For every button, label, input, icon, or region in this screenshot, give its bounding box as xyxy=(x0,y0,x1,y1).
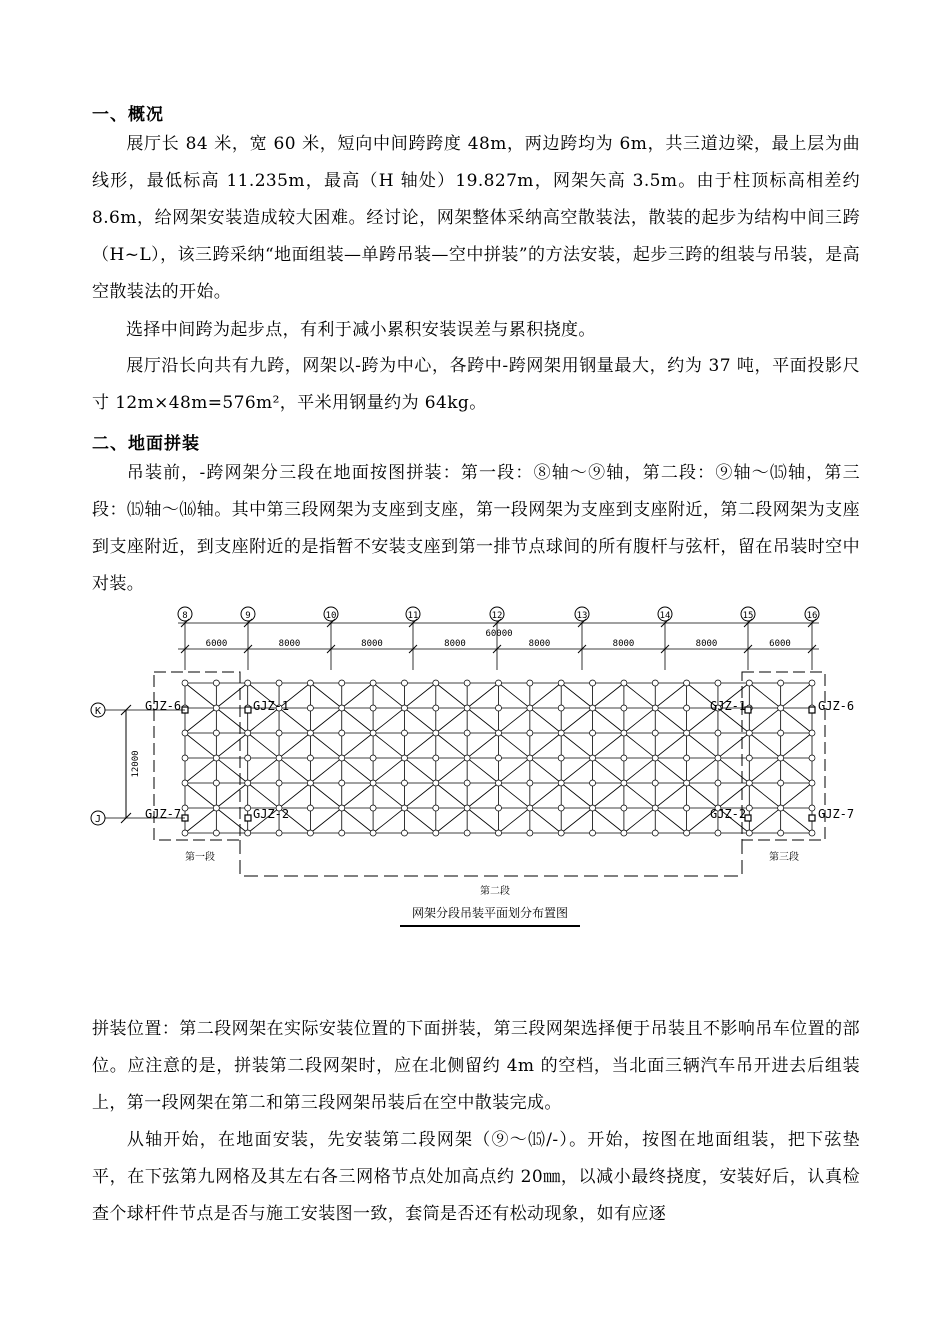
axis-label-J: J xyxy=(94,814,102,825)
grid-node xyxy=(401,730,407,736)
vertical-dimension-label: 12000 xyxy=(131,750,141,778)
grid-node xyxy=(339,805,345,811)
grid-node xyxy=(401,680,407,686)
grid-node xyxy=(746,730,752,736)
grid-node xyxy=(558,705,564,711)
grid-node xyxy=(433,830,439,836)
grid-node xyxy=(307,805,313,811)
grid-node xyxy=(276,680,282,686)
span-dimension-label: 6000 xyxy=(205,639,228,649)
grid-node xyxy=(746,830,752,836)
grid-node xyxy=(496,705,502,711)
axis-label: 14 xyxy=(659,611,671,621)
grid-node xyxy=(370,705,376,711)
dimension-lines xyxy=(178,619,819,653)
grid-node xyxy=(307,830,313,836)
grid-node xyxy=(652,705,658,711)
grid-node xyxy=(684,830,690,836)
axis-label-K: K xyxy=(94,706,102,717)
grid-node xyxy=(527,705,533,711)
grid-node xyxy=(527,755,533,761)
grid-node xyxy=(652,755,658,761)
support-marker xyxy=(245,815,251,821)
support-label-gjz2-right: GJZ-2 xyxy=(710,807,747,821)
grid-node xyxy=(652,780,658,786)
grid-node xyxy=(778,830,784,836)
grid-node xyxy=(652,680,658,686)
segment3-label: 第三段 xyxy=(769,852,799,863)
span-dimension-label: 8000 xyxy=(278,639,301,649)
grid-node xyxy=(527,730,533,736)
grid-node xyxy=(621,705,627,711)
grid-node xyxy=(684,680,690,686)
axis-label: 16 xyxy=(806,611,818,621)
support-label-gjz7-right: GJZ-7 xyxy=(818,807,855,821)
grid-node xyxy=(558,730,564,736)
axis-label: 10 xyxy=(325,611,337,621)
grid-node xyxy=(684,730,690,736)
grid-node xyxy=(715,830,721,836)
grid-node xyxy=(182,755,188,761)
span-dimension-label: 8000 xyxy=(361,639,383,649)
span-dimension-label: 8000 xyxy=(528,639,551,649)
grid-node xyxy=(778,680,784,686)
grid-node xyxy=(715,680,721,686)
grid-node xyxy=(496,755,502,761)
span-dimension-label: 6000 xyxy=(769,639,791,649)
grid-node xyxy=(213,755,219,761)
grid-node xyxy=(213,805,219,811)
grid-node xyxy=(307,780,313,786)
grid-node xyxy=(433,705,439,711)
segment2-boundary xyxy=(240,840,742,876)
grid-node xyxy=(276,780,282,786)
grid-node xyxy=(245,730,251,736)
total-dimension-label: 60000 xyxy=(485,629,513,639)
grid-node xyxy=(245,680,251,686)
grid-node xyxy=(464,755,470,761)
grid-node xyxy=(590,755,596,761)
grid-node xyxy=(182,730,188,736)
grid-node xyxy=(652,805,658,811)
section1-heading: 一、概况 xyxy=(92,105,164,125)
grid-node xyxy=(746,780,752,786)
grid-node xyxy=(621,780,627,786)
grid-node xyxy=(339,830,345,836)
grid-node xyxy=(527,780,533,786)
grid-node xyxy=(370,780,376,786)
section2-paragraph2: 拼装位置：第二段网架在实际安装位置的下面拼装，第三段网架选择便于吊装且不影响吊车位置的部位。应注意的是，拼装第二段网架时，应在北侧留约 4m 的空档，当北面三辆汽车吊开进去后组装上，第一段网架在第二和第三段网架吊装后在空中散装完成。 xyxy=(92,1019,860,1113)
grid-node xyxy=(401,755,407,761)
diagram-caption: 网架分段吊装平面划分布置图 xyxy=(411,906,569,920)
grid-node xyxy=(464,680,470,686)
grid-node xyxy=(182,780,188,786)
grid-segment-diagram xyxy=(90,600,880,940)
section1-paragraph3: 展厅沿长向共有九跨，网架以-跨为中心，各跨中-跨网架用钢量最大，约为 37 吨，平面投影尺寸 12m×48m=576m²，平米用钢量约为 64kg。 xyxy=(92,356,860,413)
grid-node xyxy=(464,830,470,836)
grid-node xyxy=(245,805,251,811)
grid-node xyxy=(809,805,815,811)
grid-node xyxy=(339,705,345,711)
grid-node xyxy=(746,805,752,811)
grid-node xyxy=(590,830,596,836)
support-label-gjz2-left: GJZ-2 xyxy=(253,807,290,821)
axis-label: 12 xyxy=(491,611,503,621)
grid-node xyxy=(778,805,784,811)
grid-node xyxy=(370,755,376,761)
grid-node xyxy=(433,805,439,811)
support-marker xyxy=(245,707,251,713)
grid-node xyxy=(401,830,407,836)
grid-node xyxy=(590,780,596,786)
grid-node xyxy=(558,680,564,686)
grid-node xyxy=(182,830,188,836)
section1-paragraph1: 展厅长 84 米，宽 60 米，短向中间跨跨度 48m，两边跨均为 6m，共三道边梁，最上层为曲线形，最低标高 11.235m，最高（H 轴处）19.827m，网架矢高 3.5m。由于柱顶标高相差约 8.6m，给网架安装造成较大困难。经讨论，网架整体采纳高空散装法，散装的起步为结构中间三跨（H~L），该三跨采纳“地面组装—单跨吊装—空中拼装”的方法安装，起步三跨的组装与吊装，是高空散装法的开始。 xyxy=(92,134,860,302)
grid-node xyxy=(276,730,282,736)
grid-node xyxy=(276,830,282,836)
grid-node xyxy=(621,755,627,761)
grid-node xyxy=(182,680,188,686)
grid-node xyxy=(182,805,188,811)
grid-node xyxy=(809,780,815,786)
grid-node xyxy=(746,680,752,686)
grid-node xyxy=(307,680,313,686)
grid-node xyxy=(778,730,784,736)
grid-node xyxy=(621,730,627,736)
grid-node xyxy=(213,730,219,736)
grid-node xyxy=(527,805,533,811)
axis-label: 8 xyxy=(182,611,188,621)
support-label-gjz1-right: GJZ-1 xyxy=(710,699,747,713)
grid-node xyxy=(464,705,470,711)
grid-node xyxy=(433,680,439,686)
grid-node xyxy=(746,755,752,761)
grid-node xyxy=(652,730,658,736)
grid-node xyxy=(652,830,658,836)
span-dimension-label: 8000 xyxy=(695,639,718,649)
grid-node xyxy=(401,805,407,811)
grid-node xyxy=(496,830,502,836)
grid-node xyxy=(496,730,502,736)
grid-node xyxy=(339,730,345,736)
grid-node xyxy=(621,805,627,811)
grid-node xyxy=(527,680,533,686)
grid-node xyxy=(496,680,502,686)
grid-node xyxy=(621,680,627,686)
grid-node xyxy=(590,730,596,736)
grid-node xyxy=(496,805,502,811)
grid-node xyxy=(307,705,313,711)
grid-node xyxy=(496,780,502,786)
grid-node xyxy=(684,780,690,786)
grid-node xyxy=(339,755,345,761)
support-label-gjz1-left: GJZ-1 xyxy=(253,699,290,713)
grid-node xyxy=(809,830,815,836)
grid-node xyxy=(527,830,533,836)
support-label-gjz7-left: GJZ-7 xyxy=(145,807,182,821)
grid-node xyxy=(339,780,345,786)
grid-node xyxy=(778,755,784,761)
segment2-label: 第二段 xyxy=(480,886,510,897)
grid-node xyxy=(433,730,439,736)
span-dimension-label: 8000 xyxy=(444,639,466,649)
support-marker xyxy=(809,815,815,821)
section2-paragraph1: 吊装前，-跨网架分三段在地面按图拼装：第一段：⑧轴～⑨轴，第二段：⑨轴～⒂轴，第三段：⒂轴～⒃轴。其中第三段网架为支座到支座，第一段网架为支座到支座附近，第二段网架为支座到支座附近，到支座附近的是指暂不安装支座到第一排节点球间的所有腹杆与弦杆，留在吊装时空中对装。 xyxy=(92,463,860,594)
grid-node xyxy=(245,755,251,761)
grid-node xyxy=(684,705,690,711)
support-label-gjz6-right: GJZ-6 xyxy=(818,699,855,713)
grid-node xyxy=(590,805,596,811)
grid-node xyxy=(809,680,815,686)
grid-node xyxy=(464,805,470,811)
grid-node xyxy=(370,680,376,686)
axis-label: 15 xyxy=(742,611,754,621)
grid-node xyxy=(558,805,564,811)
grid-node xyxy=(370,805,376,811)
grid-node xyxy=(433,755,439,761)
grid-node xyxy=(715,730,721,736)
grid-node xyxy=(464,730,470,736)
grid-node xyxy=(809,755,815,761)
segment1-label: 第一段 xyxy=(185,852,215,863)
grid-node xyxy=(558,755,564,761)
grid-node xyxy=(245,830,251,836)
grid-node xyxy=(213,780,219,786)
grid-node xyxy=(715,755,721,761)
grid-node xyxy=(684,805,690,811)
grid-node xyxy=(715,780,721,786)
grid-node xyxy=(245,780,251,786)
axis-label: 11 xyxy=(407,611,419,621)
support-label-gjz6-left: GJZ-6 xyxy=(145,699,182,713)
grid-node xyxy=(778,780,784,786)
grid-node xyxy=(401,780,407,786)
grid-node xyxy=(276,755,282,761)
grid-node xyxy=(558,780,564,786)
grid-node xyxy=(590,705,596,711)
grid-node xyxy=(433,780,439,786)
grid-node xyxy=(590,680,596,686)
grid-node xyxy=(684,755,690,761)
axis-label: 9 xyxy=(245,611,251,621)
grid-node xyxy=(464,780,470,786)
grid-node xyxy=(213,830,219,836)
grid-node xyxy=(621,830,627,836)
grid-node xyxy=(558,830,564,836)
span-dimension-label: 8000 xyxy=(612,639,635,649)
axis-label: 13 xyxy=(576,611,588,621)
grid-node xyxy=(307,730,313,736)
grid-node xyxy=(370,730,376,736)
grid-node xyxy=(307,755,313,761)
support-marker xyxy=(809,707,815,713)
grid-node xyxy=(213,705,219,711)
grid-node xyxy=(213,680,219,686)
section1-paragraph2: 选择中间跨为起步点，有利于减小累积安装误差与累积挠度。 xyxy=(126,320,596,340)
grid-node xyxy=(401,705,407,711)
grid-node xyxy=(809,730,815,736)
grid-node xyxy=(778,705,784,711)
section2-heading: 二、地面拼装 xyxy=(92,434,200,454)
grid-node xyxy=(370,830,376,836)
section2-paragraph3: 从轴开始，在地面安装，先安装第二段网架（⑨～⒂/-）。开始，按图在地面组装，把下弦垫平，在下弦第九网格及其左右各三网格节点处加高点约 20㎜，以减小最终挠度，安装好后，认真检查个球杆件节点是否与施工安装图一致，套筒是否还有松动现象，如有应逐 xyxy=(92,1130,860,1224)
grid-node xyxy=(339,680,345,686)
